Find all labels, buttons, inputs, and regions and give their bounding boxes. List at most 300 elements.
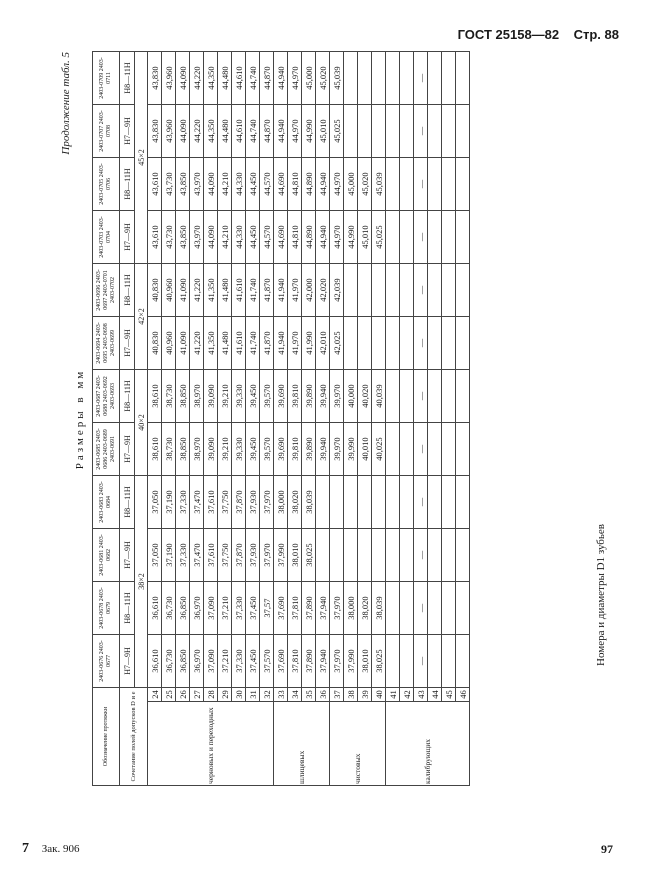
value-cell: 37,470: [190, 476, 204, 529]
value-cell: [400, 423, 414, 476]
row-group-label: черновых и переходных: [148, 702, 274, 786]
value-cell: 37,610: [204, 529, 218, 582]
value-cell: 44,330: [232, 211, 246, 264]
value-cell: 38,610: [148, 370, 162, 423]
value-cell: 37,940: [316, 582, 330, 635]
header-designation: Обозначение протяжки: [93, 688, 120, 786]
value-cell: 38,039: [302, 476, 316, 529]
value-cell: 36,610: [148, 582, 162, 635]
value-cell: 44,970: [288, 105, 302, 158]
value-cell: 38,000: [274, 476, 288, 529]
value-cell: 44,450: [246, 211, 260, 264]
value-cell: 44,220: [190, 52, 204, 105]
code-cell: 2403-0683 2403-0684: [93, 476, 120, 529]
value-cell: 37,970: [330, 635, 344, 688]
tooth-number: 40: [372, 688, 386, 702]
value-cell: [372, 529, 386, 582]
value-cell: 44,940: [316, 211, 330, 264]
value-cell: 44,570: [260, 211, 274, 264]
value-cell: 41,090: [176, 317, 190, 370]
tooth-number: 42: [400, 688, 414, 702]
value-cell: 37,970: [260, 529, 274, 582]
value-cell: [316, 476, 330, 529]
value-cell: 44,350: [204, 52, 218, 105]
value-cell: [428, 423, 442, 476]
tooth-number: 38: [344, 688, 358, 702]
value-cell: 36,970: [190, 635, 204, 688]
value-cell: [456, 423, 470, 476]
value-cell: [442, 264, 456, 317]
value-cell: 37,750: [218, 476, 232, 529]
value-cell: —: [414, 211, 428, 264]
order-number: Зак. 906: [41, 843, 80, 855]
rotated-table-block: [60, 52, 609, 786]
value-cell: [442, 158, 456, 211]
value-cell: 41,350: [204, 317, 218, 370]
code-cell: 2403-0696 2403-0697 2403-0701 2403-0702: [93, 264, 120, 317]
table-row: [190, 52, 204, 786]
value-cell: 41,740: [246, 264, 260, 317]
standard-number: ГОСТ 25158—82: [457, 27, 560, 42]
value-cell: [386, 635, 400, 688]
value-cell: 44,990: [344, 211, 358, 264]
tooth-number: 37: [330, 688, 344, 702]
row-group-label: калибрующих: [386, 702, 470, 786]
value-cell: [428, 635, 442, 688]
value-cell: [442, 317, 456, 370]
fit-cell: H7—9H: [120, 635, 135, 688]
table-row: [386, 52, 400, 786]
value-cell: 39,450: [246, 370, 260, 423]
value-cell: 41,870: [260, 317, 274, 370]
value-cell: 39,090: [204, 370, 218, 423]
value-cell: [400, 105, 414, 158]
value-cell: 39,990: [344, 423, 358, 476]
value-cell: 39,970: [330, 370, 344, 423]
value-cell: [372, 52, 386, 105]
sheet-number: 7: [22, 841, 29, 856]
value-cell: 38,730: [162, 370, 176, 423]
value-cell: [386, 582, 400, 635]
value-cell: 41,480: [218, 317, 232, 370]
value-cell: 41,970: [288, 264, 302, 317]
value-cell: 37,690: [274, 582, 288, 635]
table-row: [246, 52, 260, 786]
value-cell: 39,970: [330, 423, 344, 476]
value-cell: 37,330: [232, 582, 246, 635]
value-cell: [428, 52, 442, 105]
value-cell: 42,000: [302, 264, 316, 317]
row-group-label: шлицевых: [274, 702, 330, 786]
tooth-number: 39: [358, 688, 372, 702]
value-cell: [316, 529, 330, 582]
bottom-caption: [595, 52, 607, 786]
value-cell: [456, 635, 470, 688]
table-body: [148, 52, 470, 786]
fit-cell: H7—9H: [120, 423, 135, 476]
value-cell: 44,870: [260, 105, 274, 158]
value-cell: [386, 317, 400, 370]
section-42x2: 42×2: [135, 264, 148, 370]
table-row: [372, 52, 386, 786]
value-cell: —: [414, 52, 428, 105]
code-cell: 2403-0703 2403-0704: [93, 211, 120, 264]
value-cell: [456, 52, 470, 105]
value-cell: [428, 264, 442, 317]
code-cell: 2403-0694 2403-0695 2403-0698 2403-0699: [93, 317, 120, 370]
value-cell: [386, 529, 400, 582]
value-cell: —: [414, 582, 428, 635]
value-cell: 37,190: [162, 529, 176, 582]
table-row: [456, 52, 470, 786]
value-cell: 37,330: [176, 529, 190, 582]
value-cell: 39,940: [316, 370, 330, 423]
value-cell: 43,730: [162, 211, 176, 264]
code-cell: 2403-0681 2403-0682: [93, 529, 120, 582]
value-cell: 39,690: [274, 370, 288, 423]
table-row: [232, 52, 246, 786]
code-cell: 2403-0678 2403-0679: [93, 582, 120, 635]
value-cell: 45,020: [358, 158, 372, 211]
tooth-number: 28: [204, 688, 218, 702]
value-cell: [386, 211, 400, 264]
tooth-number: 24: [148, 688, 162, 702]
table-row: [274, 52, 288, 786]
value-cell: 44,940: [274, 105, 288, 158]
value-cell: [386, 52, 400, 105]
value-cell: 43,960: [162, 52, 176, 105]
value-cell: 37,450: [246, 582, 260, 635]
value-cell: 43,850: [176, 158, 190, 211]
value-cell: [400, 370, 414, 423]
value-cell: 41,610: [232, 264, 246, 317]
value-cell: 44,940: [274, 52, 288, 105]
value-cell: [344, 52, 358, 105]
value-cell: 37,050: [148, 476, 162, 529]
value-cell: 40,039: [372, 370, 386, 423]
value-cell: 45,039: [372, 158, 386, 211]
value-cell: 44,890: [302, 211, 316, 264]
value-cell: 41,480: [218, 264, 232, 317]
tooth-number: 44: [428, 688, 442, 702]
value-cell: [428, 317, 442, 370]
value-cell: 44,610: [232, 105, 246, 158]
fit-cell: H7—9H: [120, 211, 135, 264]
value-cell: [442, 52, 456, 105]
value-cell: [358, 105, 372, 158]
value-cell: [386, 476, 400, 529]
value-cell: [442, 423, 456, 476]
value-cell: [386, 370, 400, 423]
value-cell: 44,090: [204, 158, 218, 211]
page-number: 97: [601, 842, 613, 856]
value-cell: 44,350: [204, 105, 218, 158]
value-cell: 38,025: [372, 635, 386, 688]
value-cell: 37,870: [232, 529, 246, 582]
value-cell: 37,210: [218, 635, 232, 688]
value-cell: 40,830: [148, 317, 162, 370]
value-cell: [400, 582, 414, 635]
value-cell: 36,970: [190, 582, 204, 635]
value-cell: 36,730: [162, 635, 176, 688]
value-cell: 37,810: [288, 635, 302, 688]
value-cell: —: [414, 476, 428, 529]
value-cell: [400, 476, 414, 529]
fit-cell: H8—11H: [120, 264, 135, 317]
value-cell: 44,740: [246, 52, 260, 105]
value-cell: [400, 158, 414, 211]
value-cell: 40,960: [162, 264, 176, 317]
table-row: [414, 52, 428, 786]
value-cell: 41,610: [232, 317, 246, 370]
value-cell: 41,970: [288, 317, 302, 370]
section-45x2: 45×2: [135, 52, 148, 264]
value-cell: 44,970: [288, 52, 302, 105]
tooth-number: 31: [246, 688, 260, 702]
value-cell: 37,450: [246, 635, 260, 688]
value-cell: 42,039: [330, 264, 344, 317]
value-cell: 40,025: [372, 423, 386, 476]
value-cell: 44,740: [246, 105, 260, 158]
table-row: [260, 52, 274, 786]
value-cell: [344, 264, 358, 317]
value-cell: 37,970: [260, 476, 274, 529]
value-cell: [386, 158, 400, 211]
value-cell: —: [414, 158, 428, 211]
value-cell: 38,025: [302, 529, 316, 582]
value-cell: 38,039: [372, 582, 386, 635]
code-cell: 2403-0709 2403-0711: [93, 52, 120, 105]
tooth-number: 26: [176, 688, 190, 702]
value-cell: 45,010: [358, 211, 372, 264]
value-cell: 45,025: [372, 211, 386, 264]
section-38x2: 38×2: [135, 476, 148, 688]
fit-cell: H8—11H: [120, 476, 135, 529]
value-cell: [400, 52, 414, 105]
table-row: [428, 52, 442, 786]
table-row: [316, 52, 330, 786]
value-cell: [358, 529, 372, 582]
value-cell: 39,450: [246, 423, 260, 476]
value-cell: 41,350: [204, 264, 218, 317]
value-cell: 44,330: [232, 158, 246, 211]
value-cell: 37,57: [260, 582, 274, 635]
value-cell: 36,850: [176, 635, 190, 688]
table-row: [344, 52, 358, 786]
value-cell: [428, 105, 442, 158]
value-cell: 45,020: [316, 52, 330, 105]
value-cell: 41,220: [190, 317, 204, 370]
value-cell: 44,610: [232, 52, 246, 105]
fit-cell: H7—9H: [120, 105, 135, 158]
value-cell: 39,330: [232, 370, 246, 423]
value-cell: 44,870: [260, 52, 274, 105]
value-cell: [456, 317, 470, 370]
value-cell: 39,890: [302, 423, 316, 476]
value-cell: —: [414, 370, 428, 423]
value-cell: 36,850: [176, 582, 190, 635]
fit-cell: H8—11H: [120, 158, 135, 211]
tooth-number: 36: [316, 688, 330, 702]
code-cell: 2403-0687 2403-0688 2403-0692 2403-0693: [93, 370, 120, 423]
value-cell: 37,990: [344, 635, 358, 688]
value-cell: 39,810: [288, 423, 302, 476]
value-cell: 42,025: [330, 317, 344, 370]
value-cell: 37,690: [274, 635, 288, 688]
value-cell: 37,970: [330, 582, 344, 635]
value-cell: 37,990: [274, 529, 288, 582]
value-cell: —: [414, 529, 428, 582]
value-cell: 44,940: [316, 158, 330, 211]
value-cell: 38,970: [190, 370, 204, 423]
value-cell: [372, 476, 386, 529]
value-cell: [442, 529, 456, 582]
value-cell: [400, 211, 414, 264]
value-cell: 44,970: [330, 158, 344, 211]
value-cell: 37,330: [232, 635, 246, 688]
value-cell: [456, 158, 470, 211]
value-cell: [386, 105, 400, 158]
value-cell: 37,090: [204, 582, 218, 635]
table-row: [162, 52, 176, 786]
value-cell: 37,210: [218, 582, 232, 635]
table-row: [148, 52, 162, 786]
value-cell: 44,810: [288, 211, 302, 264]
value-cell: —: [414, 264, 428, 317]
value-cell: 39,330: [232, 423, 246, 476]
value-cell: 43,850: [176, 211, 190, 264]
value-cell: 41,990: [302, 317, 316, 370]
value-cell: 38,010: [288, 529, 302, 582]
value-cell: 45,000: [344, 158, 358, 211]
value-cell: 37,050: [148, 529, 162, 582]
value-cell: 44,450: [246, 158, 260, 211]
value-cell: 39,210: [218, 370, 232, 423]
value-cell: [386, 264, 400, 317]
tooth-number: 27: [190, 688, 204, 702]
value-cell: [358, 317, 372, 370]
code-cell: 2403-0705 2403-0706: [93, 158, 120, 211]
value-cell: 37,470: [190, 529, 204, 582]
tooth-number: 29: [218, 688, 232, 702]
tooth-number: 34: [288, 688, 302, 702]
value-cell: 43,730: [162, 158, 176, 211]
value-cell: 41,940: [274, 264, 288, 317]
value-cell: 41,740: [246, 317, 260, 370]
header-tolerance: Сочетание полей допусков D и e: [120, 688, 148, 786]
value-cell: [456, 211, 470, 264]
value-cell: 43,970: [190, 158, 204, 211]
tooth-number: 33: [274, 688, 288, 702]
value-cell: 38,730: [162, 423, 176, 476]
value-cell: [330, 529, 344, 582]
value-cell: [400, 529, 414, 582]
value-cell: [400, 635, 414, 688]
table-row: [302, 52, 316, 786]
value-cell: [428, 158, 442, 211]
value-cell: 42,020: [316, 264, 330, 317]
value-cell: 37,330: [176, 476, 190, 529]
code-cell: 2403-0676 2403-0677: [93, 635, 120, 688]
value-cell: 44,090: [176, 105, 190, 158]
value-cell: 37,190: [162, 476, 176, 529]
value-cell: 37,930: [246, 529, 260, 582]
value-cell: 43,610: [148, 211, 162, 264]
value-cell: 37,750: [218, 529, 232, 582]
value-cell: [372, 264, 386, 317]
value-cell: 43,960: [162, 105, 176, 158]
fit-cell: H8—11H: [120, 370, 135, 423]
value-cell: [428, 529, 442, 582]
value-cell: 44,690: [274, 158, 288, 211]
value-cell: 37,810: [288, 582, 302, 635]
tooth-number: 45: [442, 688, 456, 702]
table-row: [204, 52, 218, 786]
value-cell: [456, 582, 470, 635]
value-cell: [386, 423, 400, 476]
value-cell: [442, 105, 456, 158]
value-cell: [344, 317, 358, 370]
value-cell: [344, 529, 358, 582]
tooth-number: 25: [162, 688, 176, 702]
value-cell: [442, 370, 456, 423]
value-cell: 39,940: [316, 423, 330, 476]
value-cell: 39,210: [218, 423, 232, 476]
fit-cell: H7—9H: [120, 529, 135, 582]
value-cell: 41,870: [260, 264, 274, 317]
value-cell: 44,090: [176, 52, 190, 105]
table-row: [176, 52, 190, 786]
value-cell: 44,220: [190, 105, 204, 158]
value-cell: 45,010: [316, 105, 330, 158]
table-row: [218, 52, 232, 786]
value-cell: 45,025: [330, 105, 344, 158]
value-cell: [456, 264, 470, 317]
value-cell: [344, 105, 358, 158]
value-cell: [442, 635, 456, 688]
value-cell: 40,830: [148, 264, 162, 317]
value-cell: 37,570: [260, 635, 274, 688]
value-cell: 36,730: [162, 582, 176, 635]
value-cell: 44,480: [218, 52, 232, 105]
tooth-number: 41: [386, 688, 400, 702]
value-cell: [428, 370, 442, 423]
value-cell: 41,090: [176, 264, 190, 317]
table-row: [400, 52, 414, 786]
continuation-caption: Продолжение табл. 5: [60, 52, 72, 155]
value-cell: [456, 476, 470, 529]
value-cell: —: [414, 317, 428, 370]
value-cell: 44,890: [302, 158, 316, 211]
value-cell: 40,020: [358, 370, 372, 423]
table-row: [358, 52, 372, 786]
section-40x2: 40×2: [135, 370, 148, 476]
value-cell: 37,940: [316, 635, 330, 688]
value-cell: [358, 264, 372, 317]
value-cell: 44,090: [204, 211, 218, 264]
value-cell: 38,020: [358, 582, 372, 635]
fit-cell: H8—11H: [120, 52, 135, 105]
value-cell: [456, 105, 470, 158]
tooth-number: 35: [302, 688, 316, 702]
value-cell: [428, 582, 442, 635]
value-cell: [442, 582, 456, 635]
table-row: [442, 52, 456, 786]
value-cell: 38,020: [288, 476, 302, 529]
value-cell: 38,850: [176, 423, 190, 476]
value-cell: 42,010: [316, 317, 330, 370]
value-cell: [372, 105, 386, 158]
